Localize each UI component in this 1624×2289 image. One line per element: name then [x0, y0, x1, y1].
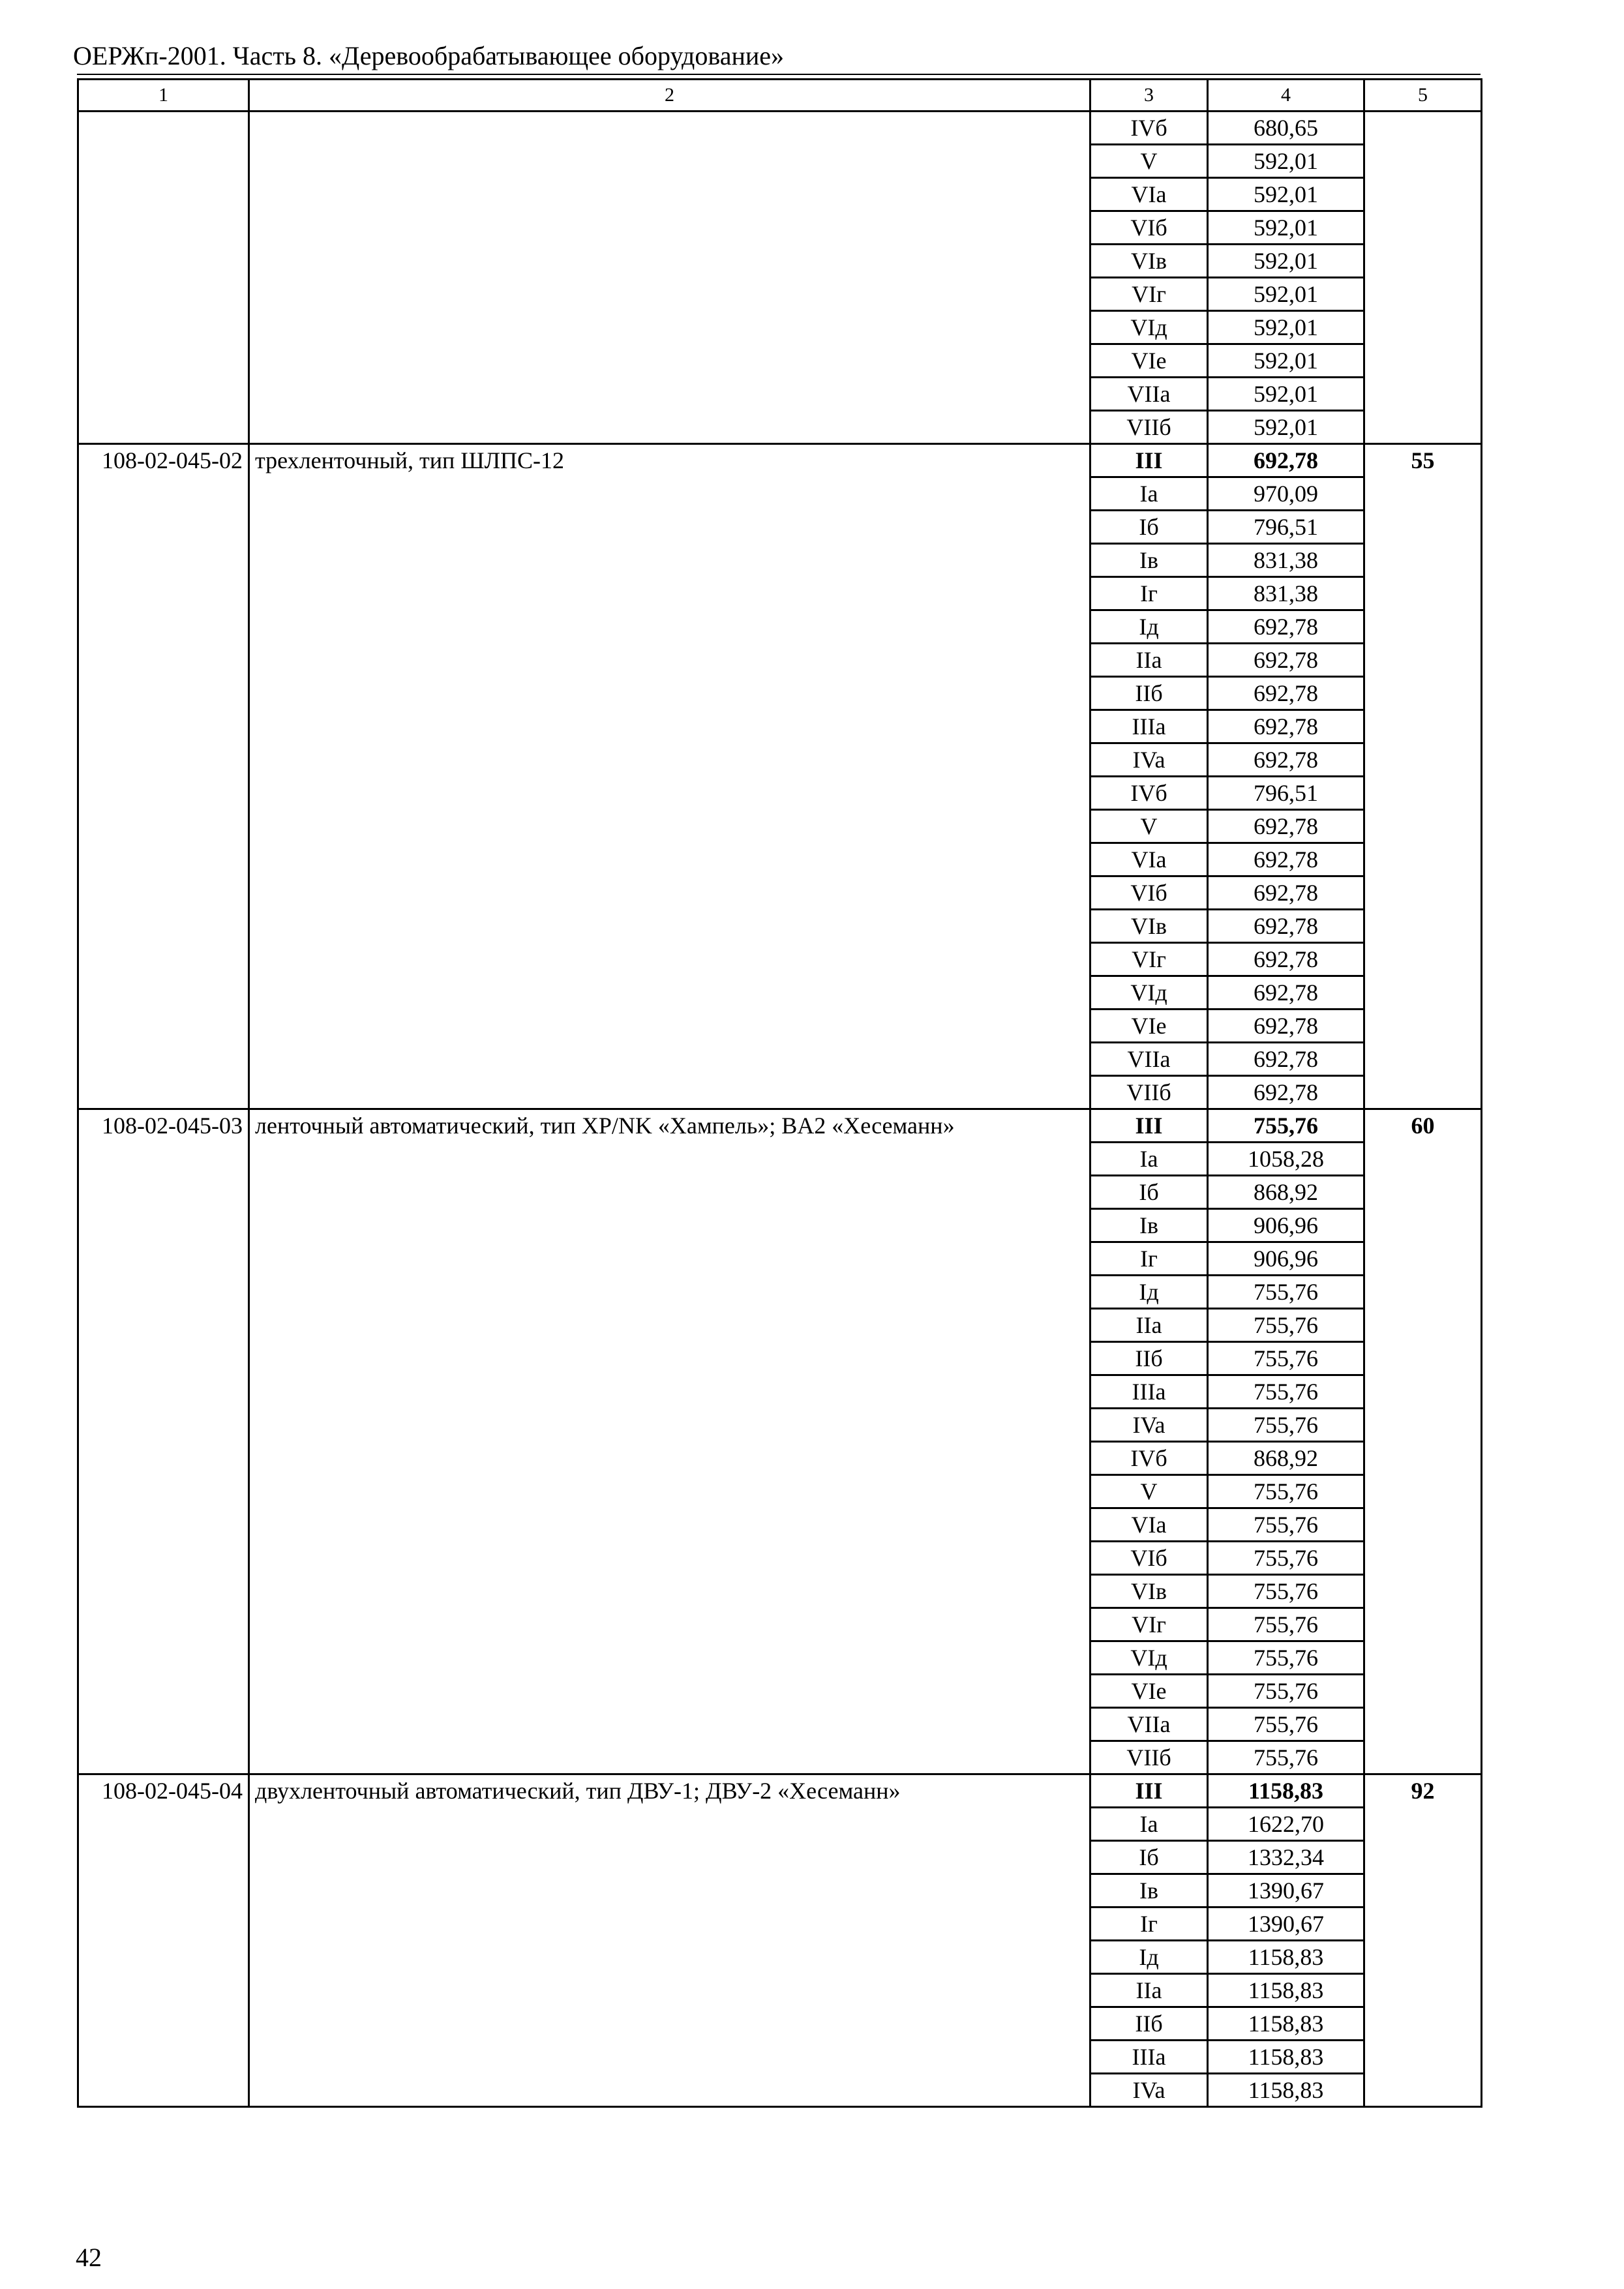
rate-cell: 592,01 — [1208, 145, 1364, 178]
rate-cell: 831,38 — [1208, 544, 1364, 577]
table-body — [78, 112, 1482, 2107]
zone-cell: Iб — [1090, 1176, 1208, 1209]
column-number: 5 — [1364, 80, 1482, 112]
rate-cell: 692,78 — [1208, 910, 1364, 943]
zone-cell: Ia — [1090, 1143, 1208, 1176]
rate-cell: 755,76 — [1208, 1342, 1364, 1375]
zone-cell: V — [1090, 145, 1208, 178]
rate-cell: 1158,83 — [1208, 1974, 1364, 2007]
item-description-cell: двухленточный автоматический, тип ДВУ-1; ДВУ-2 «Хесеманн» — [249, 1774, 1090, 2107]
rate-cell: 1622,70 — [1208, 1808, 1364, 1841]
zone-cell: IIб — [1090, 677, 1208, 710]
zone-cell: VIг — [1090, 1608, 1208, 1641]
rate-cell: 1158,83 — [1208, 2041, 1364, 2074]
zone-cell: VIa — [1090, 1508, 1208, 1542]
rate-cell: 692,78 — [1208, 444, 1364, 477]
item-code-cell: 108-02-045-04 — [78, 1774, 249, 2107]
zone-cell: Iд — [1090, 1276, 1208, 1309]
zone-cell: Iг — [1090, 1242, 1208, 1276]
column-number: 3 — [1090, 80, 1208, 112]
zone-cell: Iг — [1090, 1908, 1208, 1941]
zone-cell: VIa — [1090, 843, 1208, 876]
zone-cell: III — [1090, 1774, 1208, 1808]
rate-cell: 868,92 — [1208, 1176, 1364, 1209]
header-rule — [77, 74, 1481, 75]
rate-cell: 592,01 — [1208, 411, 1364, 444]
zone-cell: VIIб — [1090, 411, 1208, 444]
zone-cell: III — [1090, 1109, 1208, 1143]
rate-cell: 755,76 — [1208, 1542, 1364, 1575]
rate-cell: 1332,34 — [1208, 1841, 1364, 1874]
zone-cell: V — [1090, 810, 1208, 843]
rate-cell: 755,76 — [1208, 1409, 1364, 1442]
zone-cell: Iд — [1090, 610, 1208, 644]
column5-cell: 55 — [1364, 444, 1482, 1109]
zone-cell: IVб — [1090, 1442, 1208, 1475]
rate-cell: 692,78 — [1208, 943, 1364, 976]
zone-cell: VIIб — [1090, 1076, 1208, 1109]
zone-cell: IIa — [1090, 1309, 1208, 1342]
column-number: 2 — [249, 80, 1090, 112]
zone-cell: VIIa — [1090, 378, 1208, 411]
rate-cell: 755,76 — [1208, 1641, 1364, 1675]
column5-cell — [1364, 112, 1482, 444]
zone-cell: VIд — [1090, 1641, 1208, 1675]
zone-cell: IIa — [1090, 644, 1208, 677]
zone-cell: VIIa — [1090, 1708, 1208, 1741]
rate-cell: 755,76 — [1208, 1675, 1364, 1708]
item-description-cell: трехленточный, тип ШЛПС-12 — [249, 444, 1090, 1109]
zone-cell: VIд — [1090, 976, 1208, 1010]
zone-cell: VIIб — [1090, 1741, 1208, 1774]
rate-cell: 796,51 — [1208, 777, 1364, 810]
column-number: 1 — [78, 80, 249, 112]
rate-cell: 1390,67 — [1208, 1908, 1364, 1941]
rate-cell: 970,09 — [1208, 477, 1364, 511]
zone-cell: IIa — [1090, 1974, 1208, 2007]
item-code-cell: 108-02-045-03 — [78, 1109, 249, 1774]
rate-cell: 692,78 — [1208, 710, 1364, 743]
rate-cell: 755,76 — [1208, 1608, 1364, 1641]
rate-cell: 692,78 — [1208, 677, 1364, 710]
table-row — [78, 1109, 1482, 1143]
item-code-cell — [78, 112, 249, 444]
zone-cell: Iв — [1090, 1209, 1208, 1242]
item-description-cell — [249, 112, 1090, 444]
zone-cell: IVб — [1090, 777, 1208, 810]
zone-cell: IIIa — [1090, 710, 1208, 743]
rate-cell: 692,78 — [1208, 1076, 1364, 1109]
zone-cell: VIб — [1090, 211, 1208, 245]
rate-cell: 1158,83 — [1208, 1774, 1364, 1808]
rate-cell: 592,01 — [1208, 211, 1364, 245]
zone-cell: VIб — [1090, 1542, 1208, 1575]
column5-cell: 92 — [1364, 1774, 1482, 2107]
zone-cell: Iв — [1090, 1874, 1208, 1908]
zone-cell: Iд — [1090, 1941, 1208, 1974]
column5-cell: 60 — [1364, 1109, 1482, 1774]
column-number: 4 — [1208, 80, 1364, 112]
rate-cell: 592,01 — [1208, 245, 1364, 278]
rate-cell: 592,01 — [1208, 178, 1364, 211]
rate-cell: 680,65 — [1208, 112, 1364, 145]
rate-cell: 692,78 — [1208, 610, 1364, 644]
table-row — [78, 444, 1482, 477]
zone-cell: IVa — [1090, 2074, 1208, 2107]
item-description-cell: ленточный автоматический, тип XP/NK «Хампель»; BA2 «Хесеманн» — [249, 1109, 1090, 1774]
rate-cell: 755,76 — [1208, 1276, 1364, 1309]
zone-cell: IIб — [1090, 2007, 1208, 2041]
column-number-row — [78, 80, 1482, 112]
rate-cell: 906,96 — [1208, 1242, 1364, 1276]
page-header-title: ОЕРЖп-2001. Часть 8. «Деревообрабатывающее оборудование» — [73, 41, 785, 70]
zone-cell: VIв — [1090, 245, 1208, 278]
zone-cell: III — [1090, 444, 1208, 477]
zone-cell: Ia — [1090, 477, 1208, 511]
rate-cell: 692,78 — [1208, 1010, 1364, 1043]
zone-cell: IVa — [1090, 1409, 1208, 1442]
rate-cell: 692,78 — [1208, 843, 1364, 876]
zone-cell: IIб — [1090, 1342, 1208, 1375]
rate-cell: 1158,83 — [1208, 2074, 1364, 2107]
zone-cell: VIв — [1090, 1575, 1208, 1608]
zone-cell: VIб — [1090, 876, 1208, 910]
zone-cell: Iв — [1090, 544, 1208, 577]
zone-cell: VIe — [1090, 1010, 1208, 1043]
rate-cell: 1158,83 — [1208, 1941, 1364, 1974]
zone-cell: Iб — [1090, 1841, 1208, 1874]
zone-cell: VIIa — [1090, 1043, 1208, 1076]
item-code-cell: 108-02-045-02 — [78, 444, 249, 1109]
rate-cell: 906,96 — [1208, 1209, 1364, 1242]
rate-cell: 692,78 — [1208, 1043, 1364, 1076]
rate-cell: 755,76 — [1208, 1475, 1364, 1508]
rate-cell: 592,01 — [1208, 344, 1364, 378]
zone-cell: Iг — [1090, 577, 1208, 610]
zone-cell: IIIa — [1090, 2041, 1208, 2074]
zone-cell: V — [1090, 1475, 1208, 1508]
zone-cell: VIe — [1090, 1675, 1208, 1708]
rate-cell: 831,38 — [1208, 577, 1364, 610]
rate-cell: 755,76 — [1208, 1109, 1364, 1143]
zone-cell: VIe — [1090, 344, 1208, 378]
zone-cell: VIг — [1090, 278, 1208, 311]
rate-cell: 755,76 — [1208, 1708, 1364, 1741]
page-number: 42 — [76, 2243, 102, 2272]
rate-cell: 592,01 — [1208, 378, 1364, 411]
rate-cell: 592,01 — [1208, 311, 1364, 344]
rate-cell: 592,01 — [1208, 278, 1364, 311]
rate-cell: 692,78 — [1208, 810, 1364, 843]
zone-cell: VIв — [1090, 910, 1208, 943]
table-row — [78, 112, 1482, 145]
rate-cell: 692,78 — [1208, 876, 1364, 910]
rate-cell: 755,76 — [1208, 1508, 1364, 1542]
rate-cell: 692,78 — [1208, 644, 1364, 677]
zone-cell: VIa — [1090, 178, 1208, 211]
rate-cell: 692,78 — [1208, 743, 1364, 777]
rate-cell: 1058,28 — [1208, 1143, 1364, 1176]
rate-cell: 796,51 — [1208, 511, 1364, 544]
rate-cell: 1158,83 — [1208, 2007, 1364, 2041]
rates-table — [77, 78, 1482, 2108]
rate-cell: 868,92 — [1208, 1442, 1364, 1475]
rate-cell: 755,76 — [1208, 1309, 1364, 1342]
rate-cell: 755,76 — [1208, 1741, 1364, 1774]
zone-cell: IVб — [1090, 112, 1208, 145]
rate-cell: 755,76 — [1208, 1575, 1364, 1608]
zone-cell: VIд — [1090, 311, 1208, 344]
zone-cell: Ia — [1090, 1808, 1208, 1841]
rate-cell: 692,78 — [1208, 976, 1364, 1010]
table-row — [78, 1774, 1482, 1808]
rate-cell: 1390,67 — [1208, 1874, 1364, 1908]
rate-cell: 755,76 — [1208, 1375, 1364, 1409]
zone-cell: IVa — [1090, 743, 1208, 777]
zone-cell: VIг — [1090, 943, 1208, 976]
zone-cell: Iб — [1090, 511, 1208, 544]
zone-cell: IIIa — [1090, 1375, 1208, 1409]
